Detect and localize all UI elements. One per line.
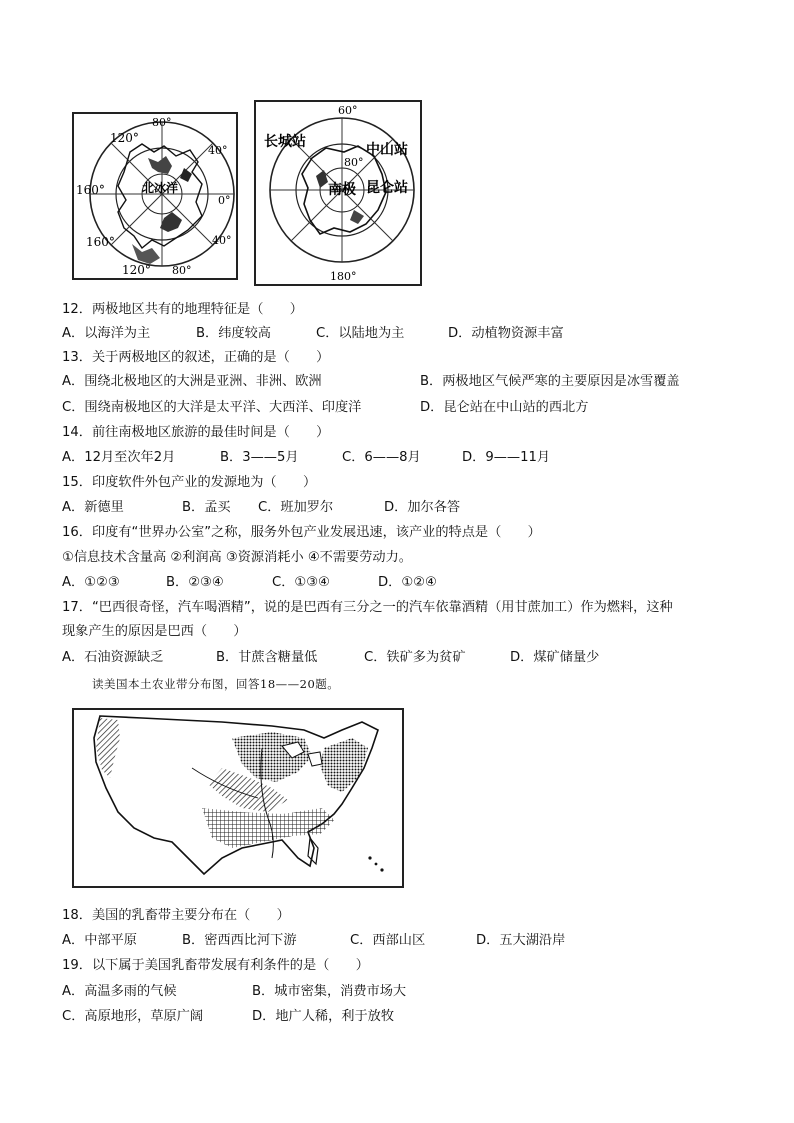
antarctic-label-180: 180°	[330, 270, 357, 283]
q15-option-c: C．班加罗尔	[258, 500, 334, 515]
arctic-label-160-left: 160°	[76, 183, 105, 197]
q12-option-a: A．以海洋为主	[62, 326, 151, 341]
q13-stem: 13．关于两极地区的叙述，正确的是（ ）	[62, 350, 330, 365]
south-pole-label: 南极	[328, 182, 356, 198]
q15-stem: 15．印度软件外包产业的发源地为（ ）	[62, 475, 317, 490]
us-agriculture-map-figure	[72, 708, 404, 888]
arctic-ocean-label: 北冰洋	[142, 181, 179, 195]
q18-stem: 18．美国的乳畜带主要分布在（ ）	[62, 908, 290, 923]
arctic-label-0: 0°	[218, 194, 231, 207]
q19-option-b: B．城市密集，消费市场大	[252, 984, 407, 999]
q12-option-d: D．动植物资源丰富	[448, 326, 564, 341]
antarctic-map-svg	[254, 100, 422, 286]
arctic-label-120-bottom: 120°	[122, 263, 151, 277]
q13-option-a: A．围绕北极地区的大洲是亚洲、非洲、欧洲	[62, 374, 322, 389]
q18-option-a: A．中部平原	[62, 933, 137, 948]
arctic-label-80: 80°	[152, 116, 172, 129]
antarctic-map-figure	[254, 100, 422, 286]
arctic-map-figure	[72, 112, 238, 280]
q14-option-a: A．12月至次年2月	[62, 450, 176, 465]
q12-stem: 12．两极地区共有的地理特征是（ ）	[62, 302, 303, 317]
arctic-label-160-bottom: 160°	[86, 235, 115, 249]
q16-option-d: D．①②④	[378, 575, 437, 590]
q16-stem: 16．印度有“世界办公室”之称，服务外包产业发展迅速，该产业的特点是（ ）	[62, 525, 541, 540]
station-changcheng-label: 长城站	[264, 134, 306, 150]
arctic-label-120-top: 120°	[110, 131, 139, 145]
q19-option-d: D．地广人稀，利于放牧	[252, 1009, 395, 1024]
station-zhongshan-label: 中山站	[366, 142, 408, 158]
q14-option-c: C．6——8月	[342, 450, 421, 465]
q12-option-b: B．纬度较高	[196, 326, 271, 341]
q18-option-c: C．西部山区	[350, 933, 426, 948]
q13-option-d: D．昆仑站在中山站的西北方	[420, 400, 589, 415]
q15-option-b: B．孟买	[182, 500, 231, 515]
q18-option-d: D．五大湖沿岸	[476, 933, 566, 948]
q15-option-d: D．加尔各答	[384, 500, 461, 515]
q14-option-b: B．3——5月	[220, 450, 299, 465]
q13-option-c: C．围绕南极地区的大洋是太平洋、大西洋、印度洋	[62, 400, 362, 415]
map-caption: 读美国本土农业带分布图，回答18——20题。	[92, 677, 340, 691]
q17-option-d: D．煤矿储量少	[510, 650, 600, 665]
q16-option-a: A．①②③	[62, 575, 120, 590]
q17-option-b: B．甘蔗含糖量低	[216, 650, 318, 665]
q17-option-c: C．铁矿多为贫矿	[364, 650, 466, 665]
arctic-label-40-right: 40°	[208, 144, 228, 157]
arctic-label-40-bottom: 40°	[212, 234, 232, 247]
q19-option-a: A．高温多雨的气候	[62, 984, 177, 999]
q19-stem: 19．以下属于美国乳畜带发展有利条件的是（ ）	[62, 958, 369, 973]
q12-option-c: C．以陆地为主	[316, 326, 405, 341]
q13-option-b: B．两极地区气候严寒的主要原因是冰雪覆盖	[420, 374, 680, 389]
q16-option-c: C．①③④	[272, 575, 330, 590]
q16-option-b: B．②③④	[166, 575, 224, 590]
us-agriculture-map-svg	[72, 708, 404, 888]
q19-option-c: C．高原地形，草原广阔	[62, 1009, 204, 1024]
q14-stem: 14．前往南极地区旅游的最佳时间是（ ）	[62, 425, 330, 440]
q18-option-b: B．密西西比河下游	[182, 933, 297, 948]
antarctic-label-60: 60°	[338, 104, 358, 117]
q17-option-a: A．石油资源缺乏	[62, 650, 164, 665]
antarctic-label-80: 80°	[344, 156, 364, 169]
q17-stem: 17．“巴西很奇怪，汽车喝酒精”，说的是巴西有三分之一的汽车依靠酒精（用甘蔗加工）作为燃料，这种	[62, 600, 673, 615]
arctic-label-80-bottom: 80°	[172, 264, 192, 277]
arctic-map-svg	[72, 112, 238, 280]
station-kunlun-label: 昆仑站	[366, 180, 408, 196]
q14-option-d: D．9——11月	[462, 450, 551, 465]
q15-option-a: A．新德里	[62, 500, 124, 515]
q17-stem-2: 现象产生的原因是巴西（ ）	[62, 624, 247, 639]
q16-note: ①信息技术含量高 ②利润高 ③资源消耗小 ④不需要劳动力。	[62, 550, 412, 565]
